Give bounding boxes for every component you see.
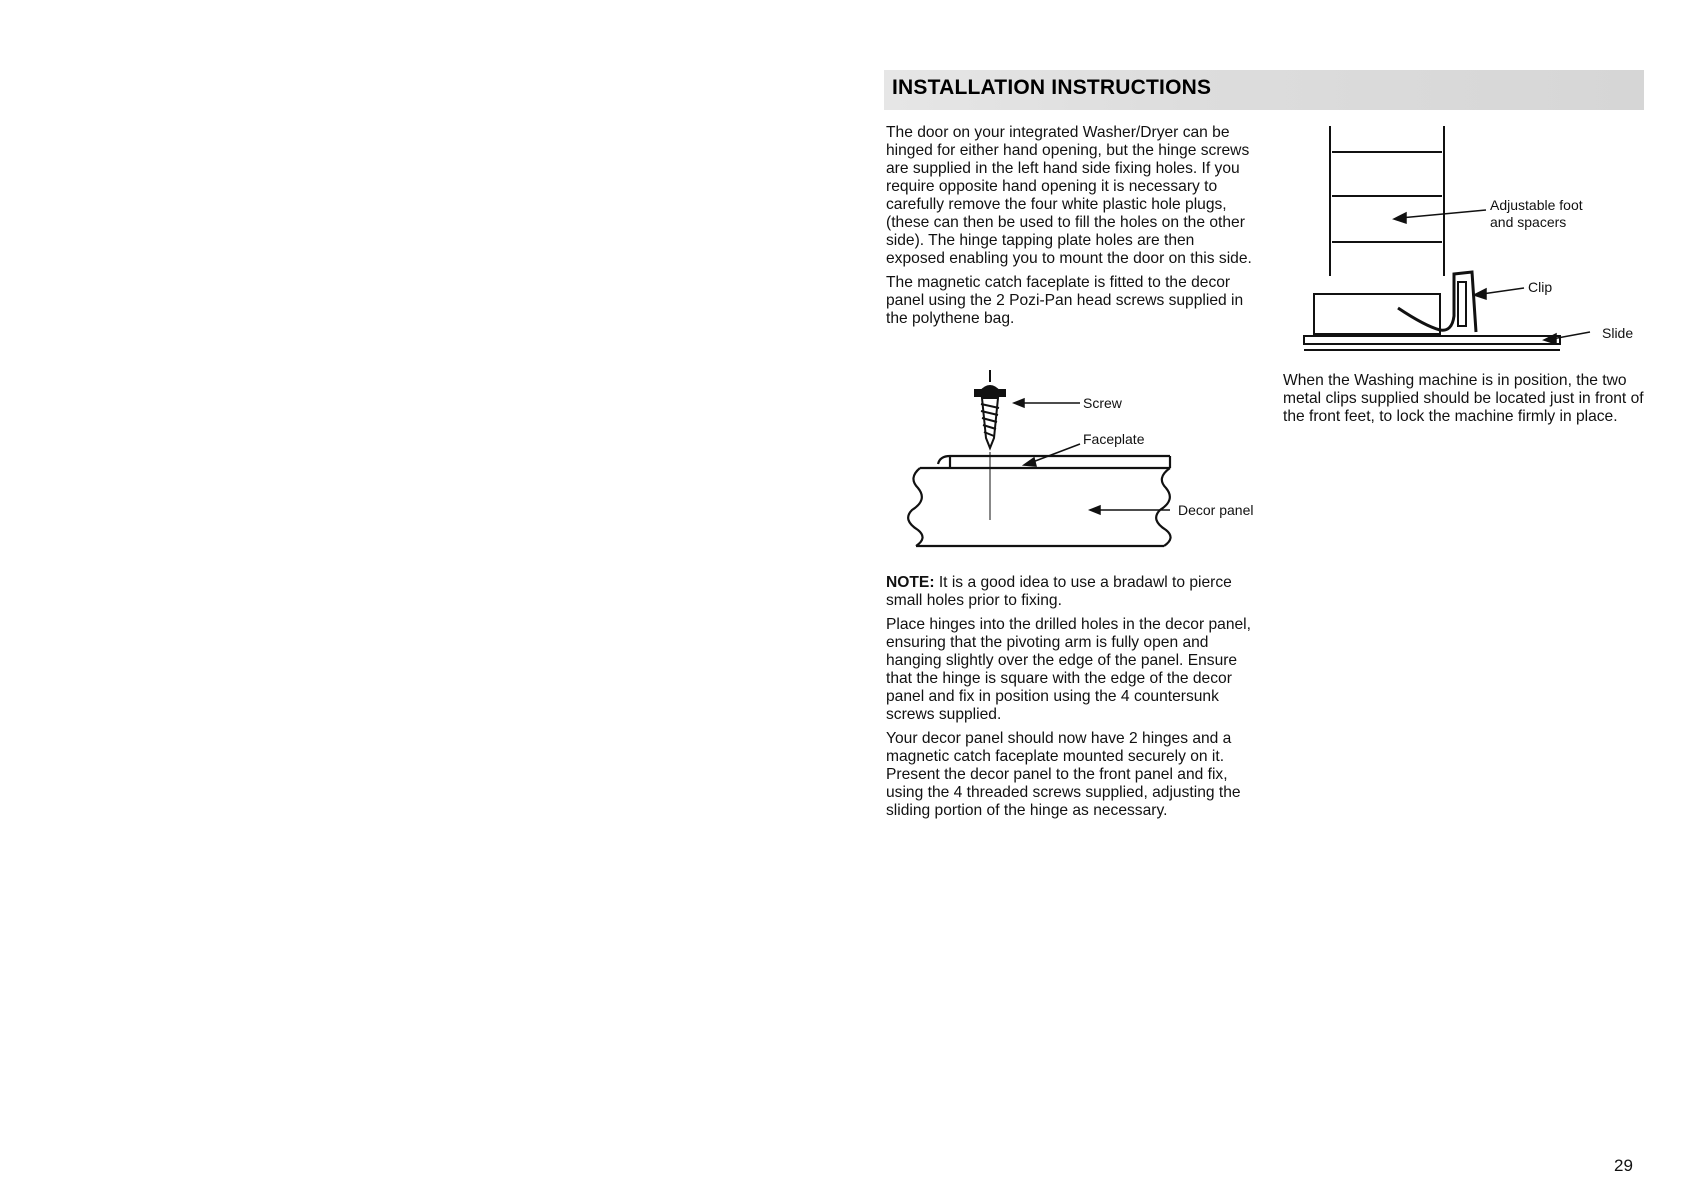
hinge-instructions-paragraph: The door on your integrated Washer/Dryer can be hinged for either hand opening, but the hinge screws are supplied in the left hand side fixing holes. If you require opposite hand opening it is necessary to carefully remove the four white plastic hole plugs, (these can then be used to fill the holes on the other side). The hinge tapping plate holes are then exposed enabling you to mount the door on this side. bbox=[886, 124, 1252, 267]
faceplate-diagram bbox=[880, 360, 1280, 560]
note-label: NOTE: bbox=[886, 574, 935, 591]
clip-shape bbox=[1398, 272, 1476, 332]
clip-location-paragraph: When the Washing machine is in position, the two metal clips supplied should be located just in front of the front feet, to lock the machine firmly in place. bbox=[1283, 372, 1644, 425]
screw-arrow bbox=[1014, 399, 1080, 407]
left-column-top bbox=[886, 124, 1256, 334]
faceplate-instructions-paragraph: The magnetic catch faceplate is fitted to the decor panel using the 2 Pozi-Pan head screws supplied in the polythene bag. bbox=[886, 274, 1244, 327]
note-text: It is a good idea to use a bradawl to pierce small holes prior to fixing. bbox=[886, 574, 1232, 609]
screw-icon bbox=[975, 370, 1005, 520]
adjustable-foot-label: Adjustable foot bbox=[1490, 197, 1583, 213]
spacers-label: and spacers bbox=[1490, 214, 1567, 230]
right-column bbox=[1283, 372, 1653, 432]
faceplate-label: Faceplate bbox=[1083, 431, 1145, 447]
foot-arrow bbox=[1394, 210, 1486, 223]
page-number: 29 bbox=[1614, 1156, 1633, 1175]
screw-label: Screw bbox=[1083, 395, 1122, 411]
clip-arrow bbox=[1474, 288, 1524, 299]
section-title: INSTALLATION INSTRUCTIONS bbox=[892, 76, 1212, 99]
clip-label: Clip bbox=[1528, 279, 1553, 295]
panel-mounting-paragraph: Your decor panel should now have 2 hinges and a magnetic catch faceplate mounted securely on it. Present the decor panel to the front panel and fix, using the 4 threaded screws supplied, adjusting the sliding portion of the hinge as necessary. bbox=[886, 730, 1241, 819]
hinge-fixing-paragraph: Place hinges into the drilled holes in the decor panel, ensuring that the pivoting arm is fully open and hanging slightly over the edge of the panel. Ensure that the hinge is square with the edge of the decor panel and fix in position using the 4 countersunk screws supplied. bbox=[886, 616, 1251, 723]
foot-clip-diagram bbox=[1290, 126, 1670, 356]
note-paragraph bbox=[886, 574, 1256, 610]
decor-panel-label: Decor panel bbox=[1178, 502, 1254, 518]
machine-foot-shape bbox=[1314, 126, 1444, 334]
left-column-bottom bbox=[886, 574, 1256, 826]
slide-label: Slide bbox=[1602, 325, 1634, 341]
slide-plate bbox=[1304, 336, 1560, 350]
decor-panel-shape bbox=[908, 456, 1170, 546]
slide-arrow bbox=[1544, 332, 1590, 344]
